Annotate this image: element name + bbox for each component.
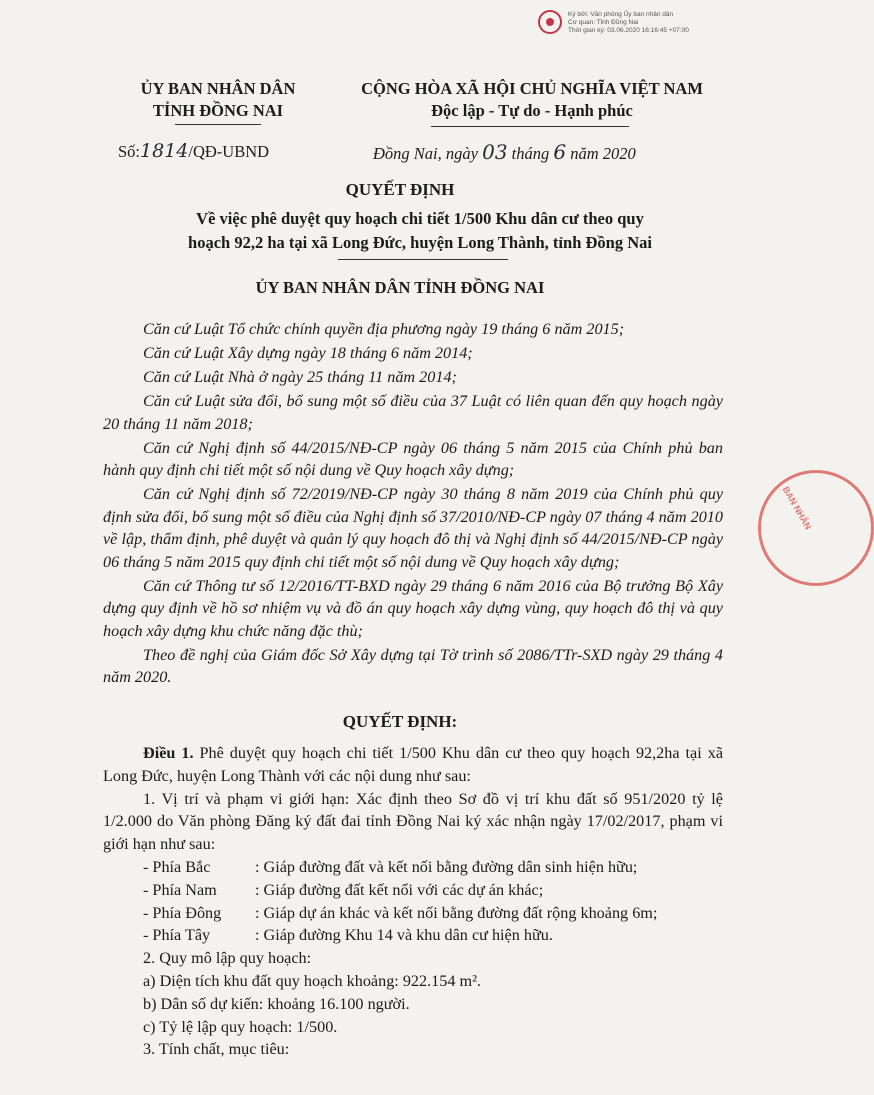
preamble — [103, 318, 723, 690]
signature-time: Thời gian ký: 03.06.2020 16:16:45 +07:00 — [568, 27, 689, 34]
article-1-label: Điều 1. — [143, 744, 194, 762]
boundary-text: : Giáp đường đất kết nối với các dự án khác; — [255, 880, 544, 899]
preamble-item: Căn cứ Nghị định số 72/2019/NĐ-CP ngày 30 tháng 8 năm 2019 của Chính phủ quy định sửa đổi, bổ sung một số điều của Nghị định số 37/2010/NĐ-CP ngày 07 tháng 4 năm 2010 về lập, thẩm định, phê duyệt và quản lý quy hoạch đô thị và Nghị định số 44/2015/NĐ-CP ngày 06 tháng 5 năm 2015 quy định chi tiết một số nội dung về Quy hoạch xây dựng; — [103, 485, 723, 571]
national-title: CỘNG HÒA XÃ HỘI CHỦ NGHĨA VIỆT NAM — [361, 79, 703, 98]
boundary-row — [103, 856, 723, 879]
subject-line-1: Về việc phê duyệt quy hoạch chi tiết 1/500 Khu dân cư theo quy — [196, 209, 644, 228]
preamble-item: Căn cứ Luật Xây dựng ngày 18 tháng 6 năm 2014; — [143, 344, 473, 362]
document-title: QUYẾT ĐỊNH — [345, 180, 455, 199]
preamble-item: Theo đề nghị của Giám đốc Sở Xây dựng tại Tờ trình số 2086/TTr-SXD ngày 29 tháng 4 năm 2020. — [103, 645, 723, 686]
boundary-row — [103, 879, 723, 902]
decision-heading: QUYẾT ĐỊNH: — [342, 712, 458, 731]
signature-signer: Ký bởi: Văn phòng Ủy ban nhân dân — [568, 11, 674, 18]
signature-agency: Cơ quan: Tỉnh Đồng Nai — [568, 19, 639, 26]
boundary-row — [103, 924, 723, 947]
boundary-direction: - Phía Nam — [143, 880, 217, 899]
issuing-authority: ỦY BAN NHÂN DÂN TỈNH ĐỒNG NAI — [255, 278, 545, 297]
red-seal-stamp — [758, 470, 874, 586]
boundary-direction: - Phía Đông — [143, 903, 222, 922]
issuer-line-2: TỈNH ĐỒNG NAI — [152, 101, 284, 120]
preamble-item: Căn cứ Nghị định số 44/2015/NĐ-CP ngày 06 tháng 5 năm 2015 của Chính phủ ban hành quy định chi tiết một số nội dung về Quy hoạch xây dựng; — [103, 438, 723, 479]
issuer-header — [108, 78, 328, 122]
item-2: 2. Quy mô lập quy hoạch: — [143, 949, 312, 968]
document-number — [118, 140, 269, 162]
boundary-text: : Giáp dự án khác và kết nối bằng đường đất rộng khoảng 6m; — [255, 903, 658, 922]
document-date — [373, 140, 636, 164]
issuer-line-1: ỦY BAN NHÂN DÂN — [140, 79, 296, 98]
article-1-text: Phê duyệt quy hoạch chi tiết 1/500 Khu dân cư theo quy hoạch 92,2ha tại xã Long Đức, huyện Long Thành với các nội dung như sau: — [103, 744, 724, 785]
signature-logo-icon — [538, 10, 562, 34]
preamble-item: Căn cứ Luật Tổ chức chính quyền địa phương ngày 19 tháng 6 năm 2015; — [143, 320, 625, 338]
boundary-row — [103, 902, 723, 925]
issuer-underline — [175, 124, 261, 125]
date-prefix: Đồng Nai, ngày — [373, 144, 483, 163]
number-suffix: /QĐ-UBND — [188, 142, 270, 161]
subject-line-2: hoạch 92,2 ha tại xã Long Đức, huyện Long Thành, tỉnh Đồng Nai — [188, 233, 652, 252]
preamble-item: Căn cứ Luật sửa đổi, bổ sung một số điều của 37 Luật có liên quan đến quy hoạch ngày 20 tháng 11 năm 2018; — [103, 392, 723, 433]
document-subject — [140, 207, 700, 255]
boundary-text: : Giáp đường Khu 14 và khu dân cư hiện hữu. — [255, 926, 553, 945]
number-prefix: Số: — [118, 142, 141, 161]
national-motto: Độc lập - Tự do - Hạnh phúc — [431, 101, 633, 120]
seal-text: BAN NHÂN — [780, 484, 814, 532]
decision-body — [103, 742, 723, 1061]
number-handwritten: 1814 — [140, 140, 189, 162]
item-2b: b) Dân số dự kiến: khoảng 16.100 người. — [143, 994, 410, 1013]
subject-underline — [338, 259, 508, 260]
date-month-handwritten: 6 — [553, 140, 567, 164]
item-3: 3. Tính chất, mục tiêu: — [143, 1040, 290, 1059]
date-suffix: năm 2020 — [566, 144, 636, 163]
item-1: 1. Vị trí và phạm vi giới hạn: Xác định theo Sơ đồ vị trí khu đất số 951/2020 tỷ lệ 1/2.000 do Văn phòng Đăng ký đất đai tỉnh Đồng Nai ký xác nhận ngày 17/02/2017, phạm vi giới hạn như sau: — [103, 789, 723, 854]
boundary-text: : Giáp đường đất và kết nối bằng đường dân sinh hiện hữu; — [255, 857, 638, 876]
preamble-item: Căn cứ Thông tư số 12/2016/TT-BXD ngày 29 tháng 6 năm 2016 của Bộ trưởng Bộ Xây dựng quy định về hồ sơ nhiệm vụ và đồ án quy hoạch xây dựng vùng, quy hoạch đô thị và quy hoạch xây dựng khu chức năng đặc thù; — [103, 576, 723, 640]
date-mid: tháng — [507, 144, 554, 163]
motto-underline — [431, 126, 629, 127]
item-2c: c) Tỷ lệ lập quy hoạch: 1/500. — [143, 1017, 338, 1036]
national-header — [332, 78, 732, 122]
boundary-direction: - Phía Bắc — [143, 857, 211, 876]
item-2a: a) Diện tích khu đất quy hoạch khoảng: 922.154 m². — [143, 971, 481, 990]
preamble-item: Căn cứ Luật Nhà ở ngày 25 tháng 11 năm 2014; — [143, 368, 457, 386]
digital-signature-block — [538, 8, 718, 42]
article-1 — [103, 742, 723, 788]
boundary-direction: - Phía Tây — [143, 926, 211, 945]
date-day-handwritten: 03 — [482, 140, 508, 164]
